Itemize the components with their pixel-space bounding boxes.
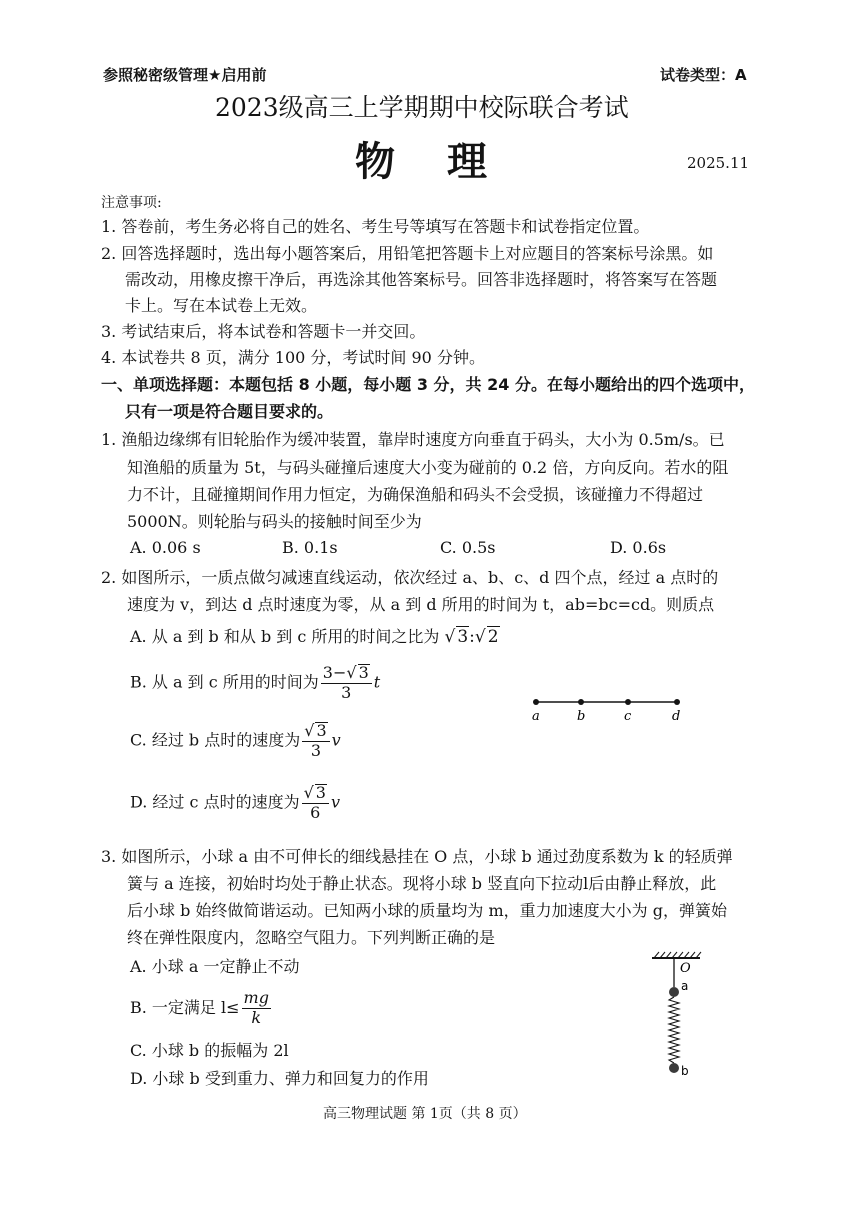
q3-b-den: k xyxy=(251,1007,262,1027)
q2-a-root2: 2 xyxy=(487,627,499,647)
note-item-2: 2. 回答选择题时，选出每小题答案后，用铅笔把答题卡上对应题目的答案标号涂黑。如 xyxy=(101,244,714,263)
q3-line-4: 终在弹性限度内，忽略空气阻力。下列判断正确的是 xyxy=(127,928,496,947)
q2-points-figure xyxy=(525,693,695,725)
q2-option-b xyxy=(130,664,380,702)
q2-b-den: 3 xyxy=(341,682,352,702)
note-item-2-cont2: 卡上。写在本试卷上无效。 xyxy=(125,296,318,315)
q2-b-num: 3− xyxy=(322,663,347,682)
q2-line-2: 速度为 v，到达 d 点时速度为零，从 a 到 d 所用的时间为 t，ab=bc=cd。则质点 xyxy=(127,595,715,614)
q2-a-colon: : xyxy=(469,627,475,647)
q1-option-c: C. 0.5s xyxy=(440,538,496,557)
q2-option-d-fraction: $\frac{√ 3}{6}$ xyxy=(302,784,329,822)
note-item-3: 3. 考试结束后，将本试卷和答题卡一并交回。 xyxy=(101,322,426,341)
q3-line-2: 簧与 a 连接，初始时均处于静止状态。现将小球 b 竖直向下拉动l后由静止释放，此 xyxy=(127,874,717,893)
q2-option-c-fraction: $\frac{√ 3}{3}$ xyxy=(302,722,329,760)
q3-b-num: mg xyxy=(243,988,269,1007)
note-item-1: 1. 答卷前，考生务必将自己的姓名、考生号等填写在答题卡和试卷指定位置。 xyxy=(101,217,650,236)
q1-line-1: 1. 渔船边缘绑有旧轮胎作为缓冲装置，靠岸时速度方向垂直于码头，大小为 0.5m/s。已 xyxy=(101,430,725,449)
q2-option-b-text: B. 从 a 到 c 所用的时间为 xyxy=(130,672,319,692)
q2-option-c xyxy=(130,722,341,760)
point-d-label: d xyxy=(672,709,681,724)
q2-d-root: 3 xyxy=(315,783,326,802)
confidential-label: 参照秘密级管理★启用前 xyxy=(103,66,267,84)
q3-line-1: 3. 如图所示，小球 a 由不可伸长的细线悬挂在 O 点，小球 b 通过劲度系数为 k 的轻质弹 xyxy=(101,847,733,866)
q3-option-b xyxy=(130,990,273,1027)
q1-line-3: 力不计，且碰撞期间作用力恒定，为确保渔船和码头不会受损，该碰撞力不得超过 xyxy=(127,485,704,504)
q2-line-1: 2. 如图所示，一质点做匀减速直线运动，依次经过 a、b、c、d 四个点，经过 a 点时的 xyxy=(101,568,719,587)
q2-d-var: v xyxy=(330,792,341,812)
ball-b xyxy=(669,1063,679,1073)
q2-a-root1: 3 xyxy=(457,627,469,647)
q3-line-3: 后小球 b 始终做简谐运动。已知两小球的质量均为 m，重力加速度大小为 g，弹簧始 xyxy=(127,901,728,920)
q1-option-b: B. 0.1s xyxy=(282,538,338,557)
q3-option-d: D. 小球 b 受到重力、弹力和回复力的作用 xyxy=(130,1069,429,1088)
q3-option-a: A. 小球 a 一定静止不动 xyxy=(130,957,300,976)
q3-option-b-fraction xyxy=(242,990,271,1027)
q1-option-a: A. 0.06 s xyxy=(130,538,201,557)
paper-type-label: 试卷类型：A xyxy=(660,66,747,84)
point-c-dot xyxy=(625,699,631,705)
q2-option-a-math: √ 3:√ 2 xyxy=(444,627,499,647)
point-a-label: a xyxy=(532,709,540,724)
q2-c-den: 3 xyxy=(310,740,322,760)
point-a-dot xyxy=(533,699,539,705)
section-heading: 一、单项选择题：本题包括 8 小题，每小题 3 分，共 24 分。在每小题给出的四个选项中， xyxy=(101,375,755,394)
q2-c-root: 3 xyxy=(316,721,327,740)
q2-b-var: t xyxy=(373,672,381,692)
exam-title: 2023级高三上学期期中校际联合考试 xyxy=(215,93,629,122)
note-item-4: 4. 本试卷共 8 页，满分 100 分，考试时间 90 分钟。 xyxy=(101,348,485,367)
q2-option-d xyxy=(130,784,340,822)
q2-d-den: 6 xyxy=(310,802,321,822)
page-footer: 高三物理试题 第 1页（共 8 页） xyxy=(323,1106,527,1122)
q1-line-2: 知渔船的质量为 5t，与码头碰撞后速度大小变为碰前的 0.2 倍，方向反向。若水的阻 xyxy=(127,458,729,477)
exam-date: 2025.11 xyxy=(687,154,750,172)
section-heading-cont: 只有一项是符合题目要求的。 xyxy=(125,402,334,421)
point-b-label: b xyxy=(577,709,586,724)
note-item-2-cont: 需改动，用橡皮擦干净后，再选涂其他答案标号。回答非选择题时，将答案写在答题 xyxy=(125,270,718,289)
q1-line-4: 5000N。则轮胎与码头的接触时间至少为 xyxy=(127,512,422,531)
q2-option-a-text: A. 从 a 到 b 和从 b 到 c 所用的时间之比为 xyxy=(130,627,440,646)
notes-title: 注意事项: xyxy=(101,195,162,211)
q2-c-var: v xyxy=(331,730,341,750)
q3-option-c: C. 小球 b 的振幅为 2l xyxy=(130,1041,289,1060)
ball-a-label: a xyxy=(681,979,689,993)
q2-option-b-fraction: $\frac{3-√ 3}{3}$ xyxy=(321,664,372,702)
q1-option-d: D. 0.6s xyxy=(610,538,667,557)
ball-b-label: b xyxy=(681,1064,689,1078)
point-b-dot xyxy=(578,699,584,705)
q2-option-d-text: D. 经过 c 点时的速度为 xyxy=(130,792,300,812)
q2-option-c-text: C. 经过 b 点时的速度为 xyxy=(130,730,301,750)
q2-option-a xyxy=(130,624,500,647)
pivot-o-label: O xyxy=(680,961,691,976)
subject-title: 物 理 xyxy=(355,138,493,185)
q2-b-root: 3 xyxy=(358,663,369,682)
ball-a xyxy=(669,987,679,997)
point-c-label: c xyxy=(624,709,632,724)
q3-option-b-text: B. 一定满足 l≤ xyxy=(130,997,240,1017)
q3-spring-figure xyxy=(640,950,710,1085)
spring-coil xyxy=(669,997,679,1063)
point-d-dot xyxy=(674,699,680,705)
